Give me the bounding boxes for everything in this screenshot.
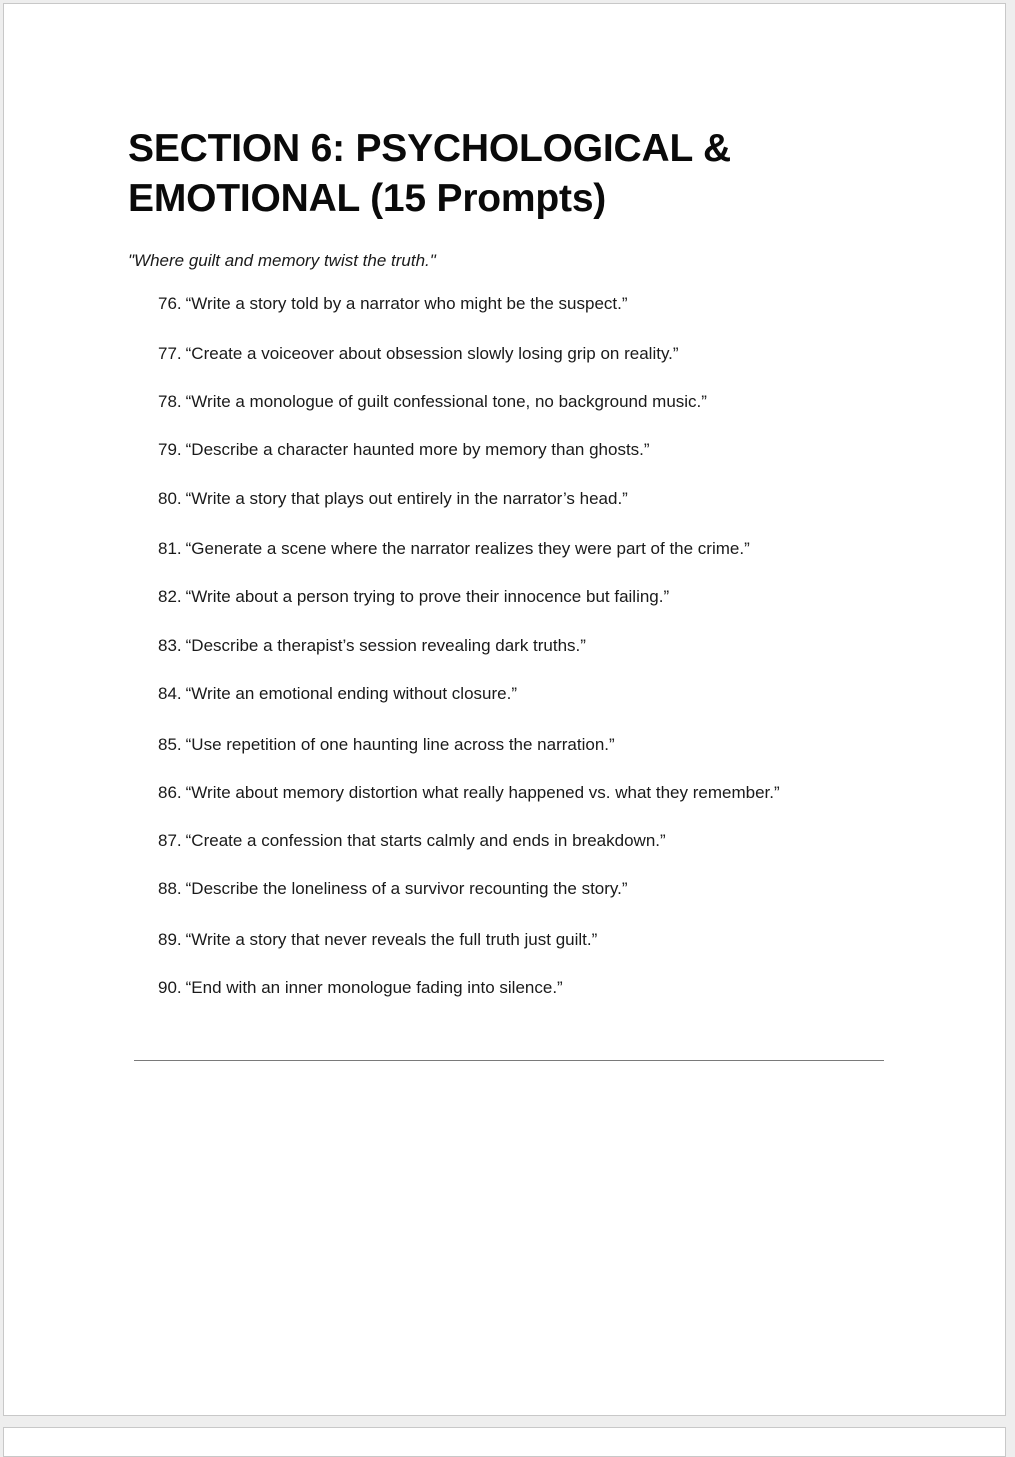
list-item [158,829,666,853]
section-tagline: "Where guilt and memory twist the truth." [128,251,436,270]
list-item-number: 84. [158,684,182,703]
document-page [3,3,1006,1416]
list-item [158,682,517,706]
list-item-number: 85. [158,735,182,754]
list-item [158,342,679,366]
list-item-number: 90. [158,978,182,997]
list-item [158,537,750,561]
list-item-text: “Write a monologue of guilt confessional tone, no background music.” [185,392,707,411]
list-item [158,634,586,658]
list-item [158,487,628,511]
list-item [158,292,628,316]
list-item-number: 81. [158,539,182,558]
section-heading-line-2: EMOTIONAL (15 Prompts) [128,177,607,220]
list-item [158,928,597,952]
list-item-text: “End with an inner monologue fading into silence.” [185,978,563,997]
list-item-text: “Write an emotional ending without closure.” [185,684,517,703]
list-item [158,877,628,901]
list-item [158,733,615,757]
next-page-edge [3,1427,1006,1457]
list-item-number: 87. [158,831,182,850]
list-item-number: 86. [158,783,182,802]
list-item [158,438,650,462]
list-item-number: 89. [158,930,182,949]
list-item-text: “Generate a scene where the narrator realizes they were part of the crime.” [185,539,750,558]
section-heading-line-1: SECTION 6: PSYCHOLOGICAL & [128,127,731,170]
list-item-text: “Use repetition of one haunting line across the narration.” [185,735,615,754]
list-item-number: 77. [158,344,182,363]
list-item-number: 80. [158,489,182,508]
section-heading [128,124,888,224]
list-item [158,976,563,1000]
list-item-text: “Write a story that never reveals the full truth just guilt.” [185,930,598,949]
list-item [158,585,669,609]
list-item [158,390,707,414]
list-item-number: 76. [158,294,182,313]
list-item-text: “Describe a therapist’s session revealing dark truths.” [185,636,586,655]
list-item [158,781,780,805]
list-item-number: 79. [158,440,182,459]
list-item-text: “Create a confession that starts calmly and ends in breakdown.” [185,831,666,850]
horizontal-rule [134,1060,884,1061]
list-item-text: “Write about memory distortion what really happened vs. what they remember.” [185,783,780,802]
list-item-text: “Create a voiceover about obsession slowly losing grip on reality.” [185,344,679,363]
list-item-text: “Write a story that plays out entirely in the narrator’s head.” [185,489,628,508]
list-item-text: “Describe the loneliness of a survivor recounting the story.” [185,879,628,898]
list-item-number: 83. [158,636,182,655]
list-item-number: 82. [158,587,182,606]
list-item-number: 78. [158,392,182,411]
list-item-text: “Describe a character haunted more by memory than ghosts.” [185,440,650,459]
list-item-text: “Write about a person trying to prove their innocence but failing.” [185,587,670,606]
list-item-text: “Write a story told by a narrator who might be the suspect.” [185,294,628,313]
list-item-number: 88. [158,879,182,898]
